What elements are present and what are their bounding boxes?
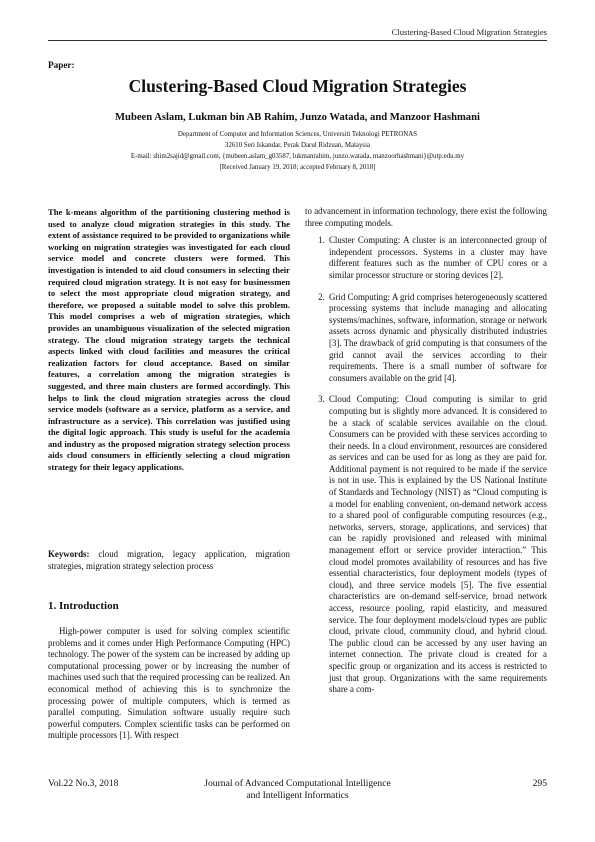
keywords-label: Keywords: [48, 549, 90, 559]
received-dates: [Received January 19, 2018; accepted February 8, 2018] [219, 164, 376, 171]
affiliation-address: 32610 Seri Iskandar, Perak Darul Ridzuan, Malaysia [224, 142, 371, 149]
affiliation-department: Department of Computer and Information Sciences, Universiti Teknologi PETRONAS [177, 131, 418, 138]
computing-models-list [305, 235, 547, 696]
page-number: 295 [532, 778, 547, 789]
footer-journal-line1: Journal of Advanced Computational Intelligence [204, 778, 391, 789]
section-heading-introduction: 1. Introduction [48, 600, 119, 612]
paper-type-label: Paper: [48, 60, 75, 70]
header-rule [48, 40, 547, 41]
introduction-paragraph: High-power computer is used for solving complex scientific problems and it comes under High Performance Computing (HPC) technology. The power of the system can be increased by adding up computational processing power or by increasing the number of machines used such that the required processing can be realized. An economical method of achieving this is to synchronize the processing power of multiple computers, which is termed as parallel computing. Simulation software usually require such powerful computers. Complex scientific tasks can be performed on multiple processors [1]. With respect [48, 626, 290, 741]
footer-journal [170, 778, 425, 802]
footer-journal-line2: and Intelligent Informatics [246, 790, 349, 801]
abstract: The k-means algorithm of the partitioning clustering method is used to analyze cloud migration strategies in this study. The extent of assistance required to be provided to organizations while working on migration strategies was investigated for each cloud service model and concrete clusters were formed. This investigation is intended to aid cloud consumers in selecting their required cloud migration strategy. It is not easy for businessmen to select the most appropriate cloud migration strategy, and therefore, we proposed a suitable model to solve this problem. This model comprises a web of migration strategies, which provides an unambiguous visualization of the selected migration strategy. The cloud migration strategy targets the technical aspects linked with cloud facilities and measures the critical realization factors for cloud acceptance. Based on similar features, a correlation among the migration strategies is suggested, and three main clusters are formed accordingly. This helps to link the cloud migration strategies across the cloud service models (software as a service, platform as a service, and infrastructure as a service). This correlation was justified using the digital logic approach. This study is useful for the academia and industry as the proposed migration strategy selection process aids cloud consumers in efficiently selecting a cloud migration strategy for their legacy applications. [48, 207, 290, 473]
computing-models-intro: to advancement in information technology, there exist the following three computing models. [305, 206, 547, 228]
keywords-text: cloud migration, legacy application, migration strategies, migration strategy selection process [48, 549, 290, 571]
author-list: Mubeen Aslam, Lukman bin AB Rahim, Junzo Watada, and Manzoor Hashmani [115, 112, 480, 123]
keywords [48, 549, 290, 572]
paper-title: Clustering-Based Cloud Migration Strategies [128, 76, 467, 96]
right-column [305, 206, 547, 706]
list-item-cloud-computing: 3. Cloud Computing: Cloud computing is similar to grid computing but is slightly more advanced. It is considered to be a stack of scalable services available on the cloud. Consumers can be provided with these services according to their needs. In a cloud environment, resources are considered as services and can be used for as long as they are paid for. Additional payment is not required to be made if the service is not in use. This is explained by the US National Institute of Standards and Technology (NIST) as “Cloud computing is a model for enabling convenient, on-demand network access to a shared pool of configurable computing resources (e.g., networks, servers, storage, applications, and services) that can be rapidly provisioned and released with minimal management effort or service provider interaction.” This cloud model promotes availability of resources and has five essential characteristics, four deployment models (types of cloud), and three service models [5]. The five essential characteristics are on-demand self-service, broad network access, resource pooling, rapid elasticity, and measured service. The four deployment models/cloud types are public cloud, private cloud, community cloud, and hybrid cloud. The public cloud can be accessed by any user having an internet connection. The private cloud is created for a specific group or organization and its access is restricted to just that group. Organizations with the same requirements share a com- [327, 394, 547, 695]
footer-volume: Vol.22 No.3, 2018 [48, 778, 119, 789]
list-item-cluster-computing: 1. Cluster Computing: A cluster is an interconnected group of independent processors. Systems in a cluster may have different features such as the number of CPU cores or a similar processor structure or storing devices [2]. [327, 235, 547, 281]
running-header: Clustering-Based Cloud Migration Strategies [391, 27, 547, 37]
affiliation-email: E-mail: shim2sajid@gmail.com, {mubeen.aslam_g03587, lukmanrahim, junzo.watada, manzoorhashmani}@utp.edu.my [130, 153, 465, 160]
list-item-grid-computing: 2. Grid Computing: A grid comprises heterogeneously scattered processing systems that include managing and allocating systems/machines, software, information, storage or network assets across dynamic and physically distributed industries [3]. The drawback of grid computing is that consumers of the grid cannot avail the services according to their requirements. There is a small number of software for consumers available on the grid [4]. [327, 292, 547, 385]
